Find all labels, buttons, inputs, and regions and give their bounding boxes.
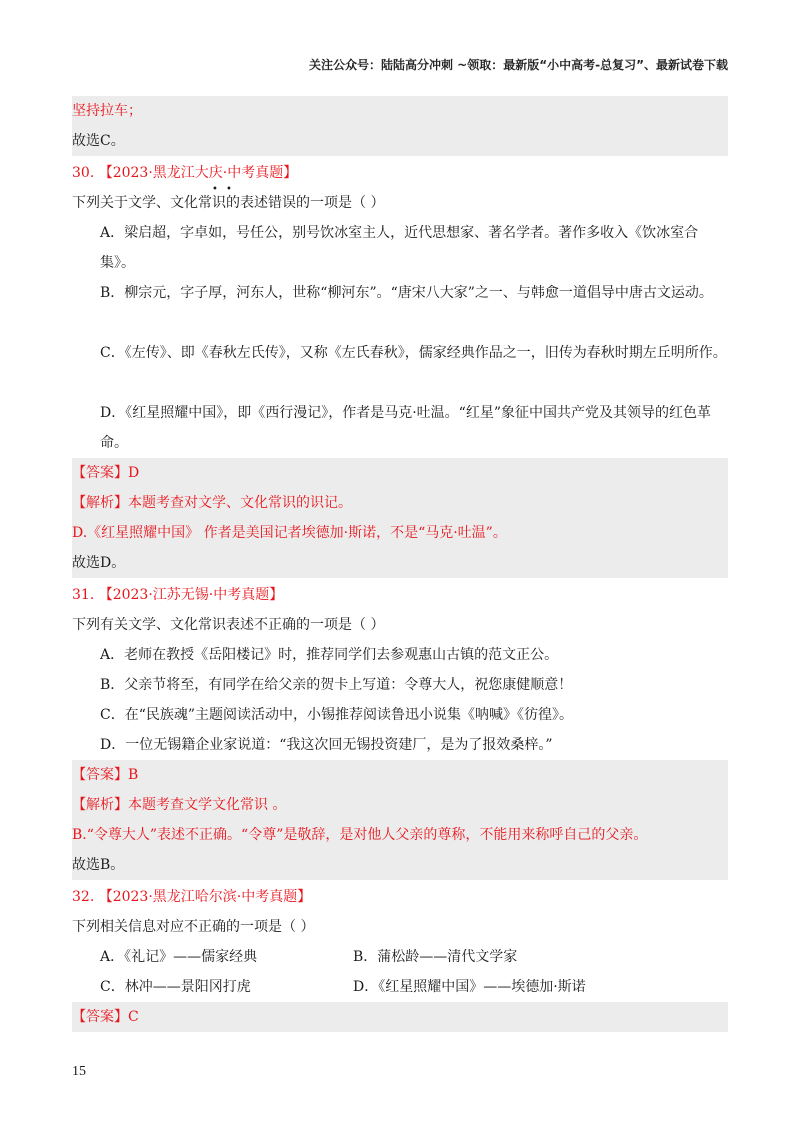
q32-title: 32. 【2023·黑龙江哈尔滨·中考真题】 xyxy=(72,889,312,905)
q30-option-b: B．柳宗元，字子厚，河东人，世称“柳河东”。“唐宋八大家”之一、与韩愈一道倡导中唐古文运动。 xyxy=(100,285,713,301)
q32-options-row-2 xyxy=(72,972,728,1002)
q32-option-b: B．蒲松龄——清代文学家 xyxy=(353,949,518,965)
q32-option-d: D．《红星照耀中国》——埃德加·斯诺 xyxy=(353,979,586,995)
page-number: 15 xyxy=(72,1064,86,1079)
q32-answer: 【答案】C xyxy=(72,1002,728,1032)
q31-option-c: C．在“民族魂”主题阅读活动中，小锡推荐阅读鲁迅小说集《呐喊》《彷徨》。 xyxy=(100,707,574,723)
q31-title: 31. 【2023·江苏无锡·中考真题】 xyxy=(72,587,284,603)
q32-option-a: A．《礼记》——儒家经典 xyxy=(100,949,258,965)
q31-conclusion: 故选B。 xyxy=(72,850,728,880)
q31-stem: 下列有关文学、文化常识表述不正确的一项是（ ） xyxy=(72,617,385,633)
q30-analysis: 【解析】本题考查对文学、文化常识的识记。 xyxy=(72,488,728,518)
q30-detail: D.《红星照耀中国》 作者是美国记者埃德加·斯诺，不是“马克·吐温”。 xyxy=(72,518,728,548)
page-content xyxy=(72,96,728,1032)
q31-answer: 【答案】B xyxy=(72,760,728,790)
q30-option-a: A．梁启超，字卓如，号任公，别号饮冰室主人，近代思想家、著名学者。著作多收入《饮冰室合集》。 xyxy=(100,225,699,271)
q30-option-c: C．《左传》、即《春秋左氏传》，又称《左氏春秋》，儒家经典作品之一，旧传为春秋时期左丘明所作。 xyxy=(100,345,727,361)
emphasis-dot-icon: • xyxy=(226,184,232,195)
q31-detail: B.“令尊大人”表述不正确。“令尊”是敬辞，是对他人父亲的尊称，不能用来称呼自己的父亲。 xyxy=(72,820,728,850)
q30-option-d: D．《红星照耀中国》，即《西行漫记》，作者是马克·吐温。“红星”象征中国共产党及其领导的红色革命。 xyxy=(100,405,711,451)
q30-conclusion: 故选D。 xyxy=(72,548,728,578)
q32-option-c: C．林冲——景阳冈打虎 xyxy=(100,979,251,995)
q31-analysis: 【解析】本题考查文学文化常识 。 xyxy=(72,790,728,820)
q30-stem-text: 下列关于文学、文化常识的表述错误的一项是（ ） xyxy=(72,195,385,211)
q30-stem xyxy=(72,184,728,218)
emphasis-dot-icon: • xyxy=(212,184,218,195)
q30-title: 30. 【2023·黑龙江大庆·中考真题】 xyxy=(72,165,298,181)
prev-answer-line: 坚持拉车； xyxy=(72,96,728,126)
prev-conclusion: 故选C。 xyxy=(72,126,728,156)
q30-answer: 【答案】D xyxy=(72,458,728,488)
q31-option-b: B．父亲节将至，有同学在给父亲的贺卡上写道：令尊大人，祝您康健顺意！ xyxy=(100,677,573,693)
q32-options-row-1 xyxy=(72,942,728,972)
page-header: 关注公众号：陆陆高分冲刺 ~领取：最新版“小中高考-总复习”、最新试卷下载 xyxy=(309,58,728,72)
q31-option-d: D．一位无锡籍企业家说道：“我这次回无锡投资建厂，是为了报效桑梓。” xyxy=(100,737,553,753)
q31-option-a: A．老师在教授《岳阳楼记》时，推荐同学们去参观惠山古镇的范文正公。 xyxy=(100,647,559,663)
q32-stem: 下列相关信息对应不正确的一项是（ ） xyxy=(72,919,315,935)
